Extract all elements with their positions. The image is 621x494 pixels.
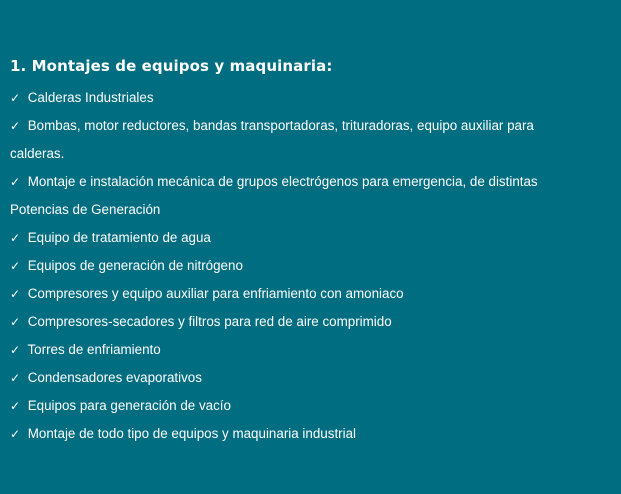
check-icon: ✓: [10, 91, 21, 105]
check-icon: ✓: [10, 259, 21, 273]
check-icon: ✓: [10, 343, 21, 357]
check-icon: ✓: [10, 175, 21, 189]
list-item-text: Equipo de tratamiento de agua: [27, 230, 211, 245]
check-icon: ✓: [10, 427, 21, 441]
list-item-continuation: [10, 196, 610, 224]
check-icon: ✓: [10, 399, 21, 413]
check-icon: ✓: [10, 371, 21, 385]
list-item: [10, 280, 610, 308]
check-icon: ✓: [10, 287, 21, 301]
list-item: [10, 364, 610, 392]
list-item: [10, 112, 610, 140]
list-item: [10, 336, 610, 364]
list-item-text: Compresores-secadores y filtros para red de aire comprimido: [27, 314, 392, 329]
list-item: [10, 420, 610, 448]
list-item-text: Condensadores evaporativos: [27, 370, 202, 385]
list-item-text: Bombas, motor reductores, bandas transportadoras, trituradoras, equipo auxiliar para: [27, 118, 534, 133]
list-item: [10, 168, 610, 196]
list-item-text: Compresores y equipo auxiliar para enfriamiento con amoniaco: [27, 286, 404, 301]
services-section: [10, 56, 610, 448]
list-item-text: Equipos para generación de vacío: [27, 398, 231, 413]
list-item: [10, 392, 610, 420]
list-item-text: Calderas Industriales: [27, 90, 154, 105]
list-item-text: Montaje de todo tipo de equipos y maquinaria industrial: [27, 426, 357, 441]
list-item-continuation: [10, 140, 610, 168]
check-icon: ✓: [10, 119, 21, 133]
check-icon: ✓: [10, 231, 21, 245]
check-icon: ✓: [10, 315, 21, 329]
list-item-text: Torres de enfriamiento: [27, 342, 161, 357]
list-item: [10, 224, 610, 252]
list-item: [10, 84, 610, 112]
list-item-text: Montaje e instalación mecánica de grupos electrógenos para emergencia, de distintas: [27, 174, 538, 189]
list-item-text: Potencias de Generación: [10, 202, 161, 217]
section-heading: 1. Montajes de equipos y maquinaria:: [10, 57, 333, 75]
list-item-text: calderas.: [10, 146, 65, 161]
services-list: [10, 84, 610, 448]
list-item-text: Equipos de generación de nitrógeno: [27, 258, 243, 273]
list-item: [10, 308, 610, 336]
list-item: [10, 252, 610, 280]
